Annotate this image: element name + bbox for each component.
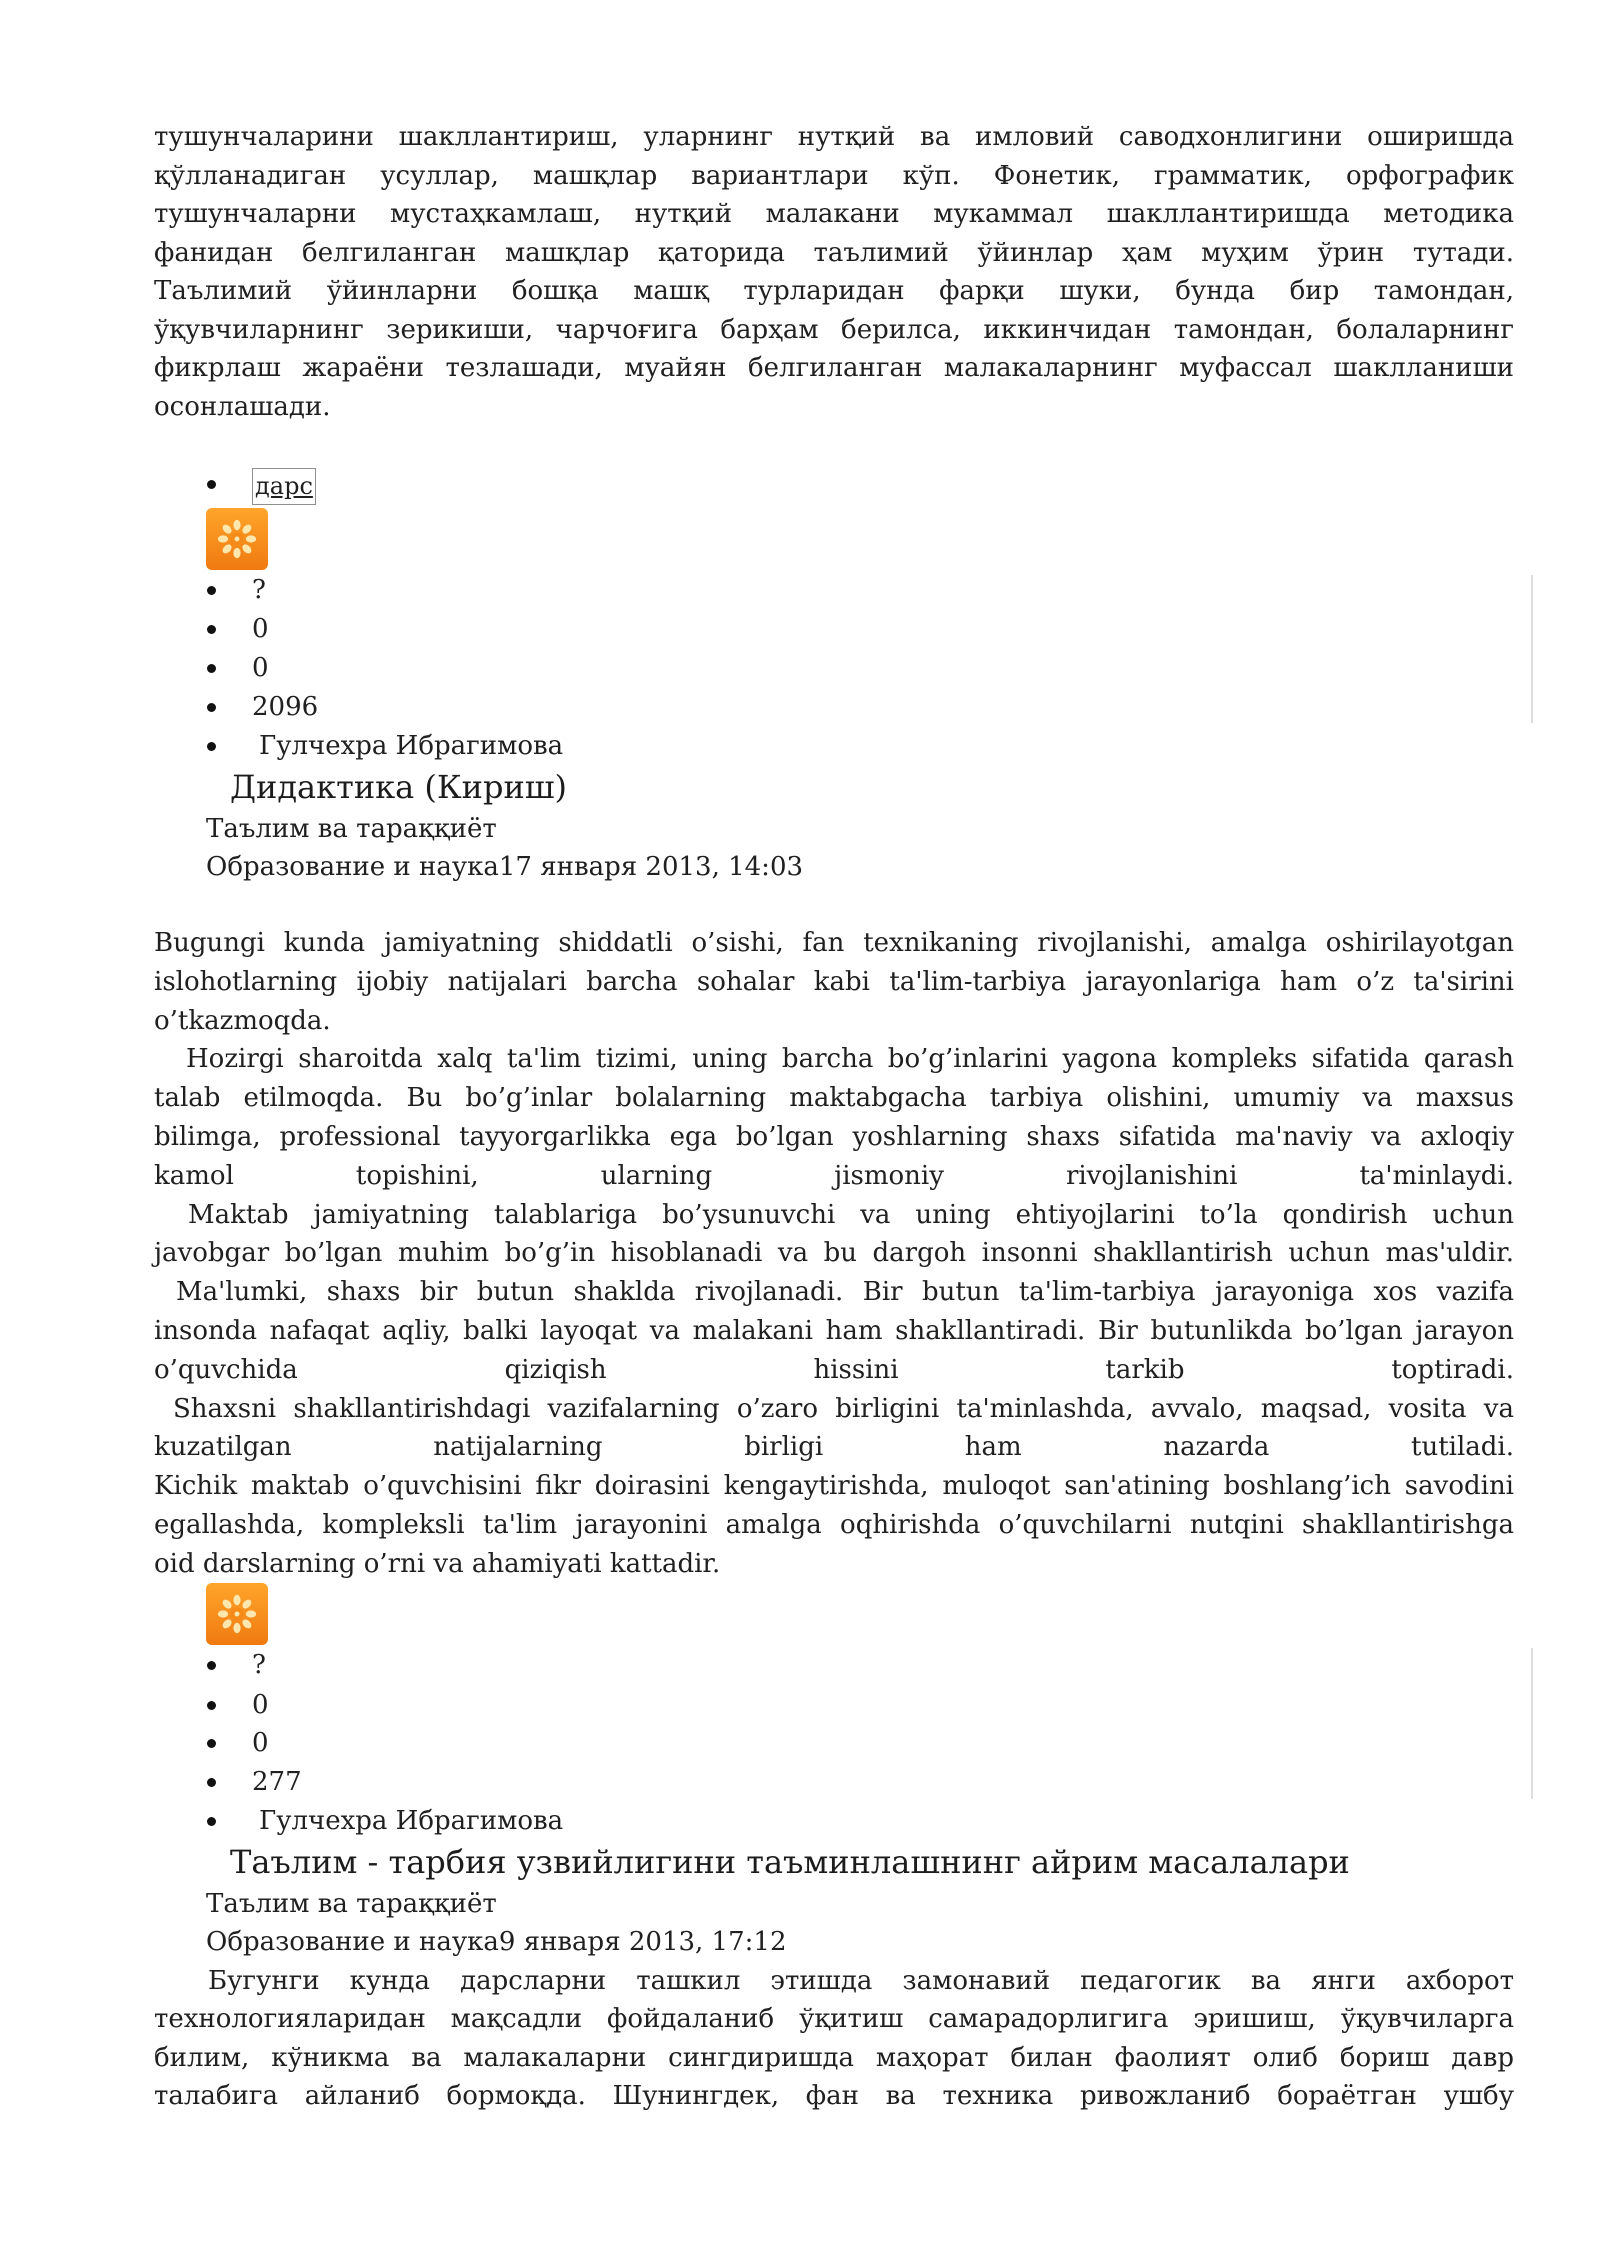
post-meta	[206, 848, 803, 886]
view-count: 2096	[252, 692, 319, 722]
post-date: 17 января 2013, 14:03	[498, 852, 804, 882]
excerpt-line	[154, 311, 1514, 350]
excerpt-line-text: билим, кўникма ва малакаларни сингдиришда маҳорат билан фаолият олиб бориш давр	[154, 2042, 1514, 2073]
stat-value: 0	[252, 1728, 269, 1758]
excerpt-line	[154, 157, 1514, 196]
stat-item	[252, 688, 318, 726]
post-category[interactable]: Таълим ва тараққиёт	[206, 814, 497, 844]
excerpt-line-text: o’quvchida qiziqish hissini tarkib toptiradi.	[154, 1354, 1514, 1385]
excerpt-line-text: тушунчаларини шакллантириш, уларнинг нутқий ва имловий саводхонлигини оширишда	[154, 122, 1514, 152]
excerpt-line-text: kamol topishini, ularning jismoniy rivojlanishini ta'minlaydi.	[154, 1160, 1514, 1191]
excerpt-line-text: Bugungi kunda jamiyatning shiddatli o’sishi, fan texnikaning rivojlanishi, amalga oshirilayotgan	[154, 928, 1514, 958]
excerpt-line	[154, 1157, 1514, 1196]
excerpt-line	[154, 1351, 1514, 1390]
excerpt-line-text: талабига айланиб бормоқда. Шунингдек, фан ва техника ривожланиб бораётган ушбу	[154, 2081, 1514, 2112]
tag-list-item	[252, 465, 313, 503]
excerpt-line-text: фанидан белгиланган машқлар қаторида таълимий ўйинлар ҳам муҳим ўрин тутади.	[154, 237, 1514, 268]
excerpt-line	[154, 1390, 1514, 1429]
previous-post-excerpt	[154, 118, 1514, 426]
excerpt-line	[154, 924, 1514, 963]
flower-badge-icon	[206, 1583, 268, 1645]
post-meta	[206, 1923, 787, 1961]
excerpt-line-text: технологияларидан мақсадли фойдаланиб ўқитиш самарадорлигига эришиш, ўқувчиларга	[154, 2004, 1514, 2035]
excerpt-line	[154, 2077, 1514, 2115]
post-date: 9 января 2013, 17:12	[498, 1927, 787, 1957]
excerpt-line	[154, 1234, 1514, 1273]
excerpt-line	[154, 349, 1514, 388]
stat-item	[252, 1763, 302, 1801]
excerpt-line-text: осонлашади.	[154, 391, 331, 422]
post-excerpt	[154, 1962, 1514, 2116]
excerpt-line-text: Maktab jamiyatning talablariga bo’ysunuvchi va uning ehtiyojlarini to’la qondirish uchun	[188, 1199, 1514, 1230]
excerpt-line-text: Бугунги кунда дарсларни ташкил этишда замонавий педагогик ва янги ахборот	[208, 1966, 1514, 1996]
excerpt-line	[154, 2000, 1514, 2038]
stat-item	[252, 1646, 272, 1684]
excerpt-line	[154, 118, 1514, 157]
post-category[interactable]: Таълим ва тараққиёт	[206, 1889, 497, 1919]
author-name[interactable]: Гулчехра Ибрагимова	[259, 1806, 564, 1836]
excerpt-line	[154, 1079, 1514, 1118]
excerpt-line	[154, 1312, 1514, 1351]
post-excerpt	[154, 924, 1514, 1584]
divider	[1531, 575, 1533, 723]
stat-item	[252, 649, 272, 687]
excerpt-line-text: bilimga, professional tayyorgarlikka ega bo’lgan yoshlarning shaxs sifatida ma'naviy va axloqiy	[154, 1121, 1514, 1152]
excerpt-line-text: kuzatilgan natijalarning birligi ham nazarda tutiladi.	[154, 1432, 1514, 1463]
stat-item	[252, 610, 272, 648]
excerpt-line	[154, 1545, 1514, 1584]
author-item	[252, 1802, 563, 1840]
post-section[interactable]: Образование и наука	[206, 852, 499, 882]
excerpt-line	[154, 272, 1514, 311]
stat-value: ?	[252, 1650, 266, 1680]
stat-value: 0	[252, 1690, 269, 1720]
excerpt-line-text: egallashda, kompleksli ta'lim jarayonini amalga oqhirishda o’quvchilarni nutqini shakllantirishga	[154, 1509, 1514, 1540]
excerpt-line-text: insonda nafaqat aqliy, balki layoqat va malakani ham shakllantiradi. Bir butunlikda bo’lgan jarayon	[154, 1315, 1514, 1346]
excerpt-line-text: Kichik maktab o’quvchisini fikr doirasini kengaytirishda, muloqot san'atining boshlang’ich savodini	[154, 1471, 1514, 1502]
excerpt-line-text: Ma'lumki, shaxs bir butun shaklda rivojlanadi. Bir butun ta'lim-tarbiya jarayoniga xos vazifa	[176, 1277, 1514, 1308]
excerpt-line-text: фикрлаш жараёни тезлашади, муайян белгиланган малакаларнинг муфассал шаклланиши	[154, 353, 1514, 383]
excerpt-line	[154, 1040, 1514, 1079]
stat-value: 0	[252, 653, 269, 683]
stat-item	[252, 571, 272, 609]
excerpt-line	[154, 1962, 1514, 2000]
excerpt-line	[154, 1196, 1514, 1235]
excerpt-line-text: islohotlarning ijobiy natijalari barcha sohalar kabi ta'lim-tarbiya jarayonlariga ham o’z ta'sirini	[154, 966, 1514, 997]
excerpt-line	[154, 195, 1514, 234]
stat-value: ?	[252, 575, 266, 605]
excerpt-line	[154, 1273, 1514, 1312]
divider	[1531, 1648, 1533, 1799]
stat-item	[252, 1686, 272, 1724]
excerpt-line-text: javobgar bo’lgan muhim bo’g’in hisoblanadi va bu dargoh insonni shakllantirish uchun mas'uldir.	[154, 1238, 1514, 1269]
post-section[interactable]: Образование и наука	[206, 1927, 499, 1957]
excerpt-line	[154, 1467, 1514, 1506]
stat-item	[252, 1724, 272, 1762]
excerpt-line	[154, 1506, 1514, 1545]
excerpt-line-text: қўлланадиган усуллар, машқлар вариантлари кўп. Фонетик, грамматик, орфографик	[154, 160, 1514, 191]
author-item	[252, 727, 563, 765]
stat-value: 0	[252, 614, 269, 644]
excerpt-line	[154, 388, 1514, 427]
excerpt-line	[154, 1002, 1514, 1041]
author-name[interactable]: Гулчехра Ибрагимова	[259, 731, 564, 761]
excerpt-line-text: Shaxsni shakllantirishdagi vazifalarning o’zaro birligini ta'minlashda, avvalo, maqsad, vosita va	[173, 1393, 1514, 1424]
post-title[interactable]: Дидактика (Кириш)	[230, 768, 568, 806]
excerpt-line-text: Hozirgi sharoitda xalq ta'lim tizimi, uning barcha bo’g’inlarini yagona kompleks sifatida qarash	[186, 1044, 1514, 1075]
view-count: 277	[252, 1767, 302, 1797]
excerpt-line-text: тушунчаларни мустаҳкамлаш, нутқий малакани мукаммал шакллантиришда методика	[154, 199, 1514, 229]
post-title[interactable]: Таълим - тарбия узвийлигини таъминлашнинг айрим масалалари	[230, 1843, 1350, 1881]
excerpt-line-text: Таълимий ўйинларни бошқа машқ турларидан фарқи шуки, бунда бир тамондан,	[154, 276, 1514, 306]
excerpt-line	[154, 1118, 1514, 1157]
excerpt-line-text: oid darslarning o’rni va ahamiyati kattadir.	[154, 1548, 721, 1579]
excerpt-line-text: talab etilmoqda. Bu bo’g’inlar bolalarning maktabgacha tarbiya olishini, umumiy va maxsus	[154, 1083, 1514, 1114]
tag-link[interactable]: дарс	[252, 468, 316, 505]
flower-badge-icon	[206, 508, 268, 570]
excerpt-line-text: o’tkazmoqda.	[154, 1005, 331, 1036]
excerpt-line	[154, 963, 1514, 1002]
excerpt-line	[154, 1428, 1514, 1467]
excerpt-line-text: ўқувчиларнинг зерикиши, чарчоғига барҳам берилса, иккинчидан тамондан, болаларнинг	[154, 314, 1514, 345]
excerpt-line	[154, 234, 1514, 273]
excerpt-line	[154, 2039, 1514, 2077]
